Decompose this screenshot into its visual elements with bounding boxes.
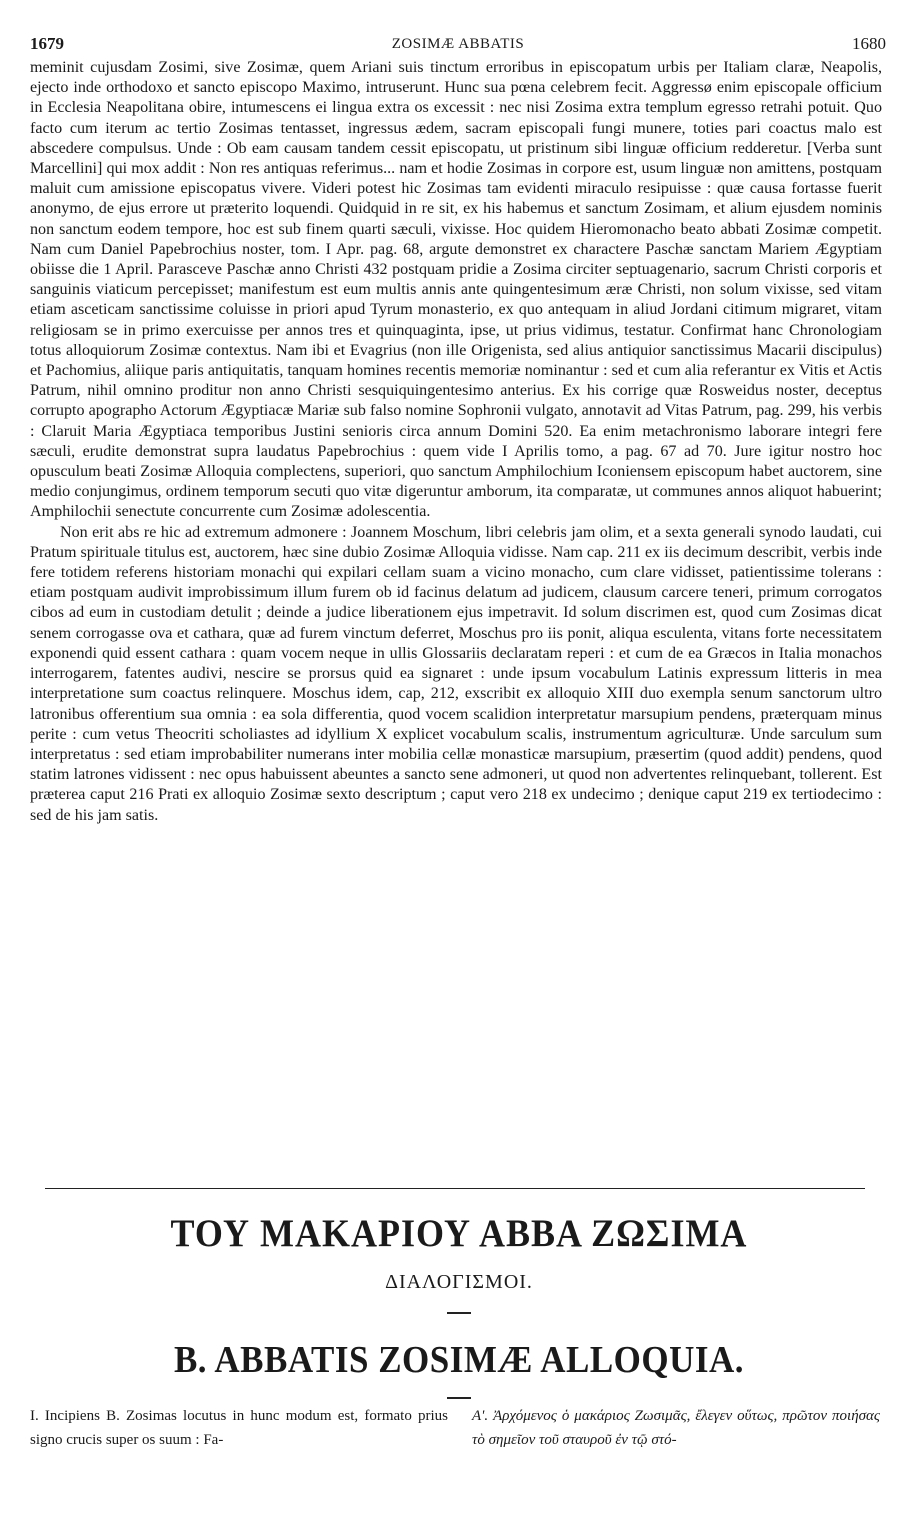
page-number-left: 1679: [30, 34, 64, 53]
paragraph-1: meminit cujusdam Zosimi, sive Zosimæ, quem Ariani suis tinctum erroribus in episcopatum urbis per Italiam claræ, Neapolis, ejecto inde orthodoxo et sancto episcopo Maximo, intruserunt. Hunc sua pœna celebrem fecit. Aggressø enim episcopale officium in Ecclesia Neapolitana obire, intumescens ei lingua extra os excessit : nec nisi Zosima extra templum egresso retrahi potuit. Quo facto cum iterum ac tertio Zosimas tentasset, ingressus ædem, sacram episcopali fungi munere, toties pari coactus malo est abscedere compulsus. Unde : Ob eam causam tandem cessit episcopatu, ut pristinum sibi linguæ officium redderetur. [Verba sunt Marcellini] qui mox addit : Non res antiquas referimus... nam et hodie Zosimas in corpore est, usum linguæ non amittens, postquam maluit cum amissione episcopatus vivere. Videri potest hic Zosimas tam evidenti miraculo resipuisse : quæ causa fortasse fuerit anonymo, de ejus errore ut præterito loquendi. Quidquid in re sit, ex his habemus et sanctum Zosimam, et alium ejusdem nominis non sanctum eodem tempore, hoc est sub finem quarti sæculi, vixisse. Hoc quidem Hieromonacho beato abbati Zosimæ competit. Nam cum Daniel Papebrochius noster, tom. I Apr. pag. 68, argute demonstret ex charactere Paschæ sanctam Mariem Ægyptiam obiisse die 1 April. Parasceve Paschæ anno Christi 432 postquam pridie a Zosima circiter septuagenario, sacrum Christi corporis et sanguinis viaticum percepisset; manifestum est eum multis annis ante quingentesimum æræ Christi, non solum vixisse, sed vitam etiam asceticam sanctissime coluisse in priori apud Tyrum monasterio, ex quo antequam in aliud Jordani citimum migraret, vitam religiosam se in primo exercuisse per annos tres et quinquaginta, ipse, ut prius vidimus, testatur. Confirmat hanc Chronologiam totus alloquiorum Zosimæ contextus. Nam ibi et Evagrius (non ille Origenista, sed alius antiquior sanctissimus Macarii discipulus) et Pachomius, aliique paris antiquitatis, tanquam homines recentis memoriæ nominantur : sed et cum alia referantur ex Vitis et Actis Patrum, nihil omnino proditur non anno Christi sesquiquingentesimo anterius. Ex his corrige quæ Rosweidus noster, deceptus corrupto apographo Actorum Ægyptiacæ Mariæ sub falso nomine Sophronii vulgato, annotavit ad Vitas Patrum, pag. 299, his verbis : Claruit Maria Ægyptiaca temporibus Justini senioris circa annum Domini 520. Ea enim metachronismo laborare integri fere sæculi, erudite demonstrat supra laudatus Papebrochius : quem vide I Aprilis tomo, a pag. 67 ad 70. Jure igitur nostro hoc opusculum beati Zosimæ Alloquia complectens, superiori, quo sanctum Amphilochium Iconiensem episcopum habet auctorem, sine medio conjungimus, ordinem temporum secuti quo vitæ digeruntur amborum, ita comparatæ, ut communes annos aliquot habuerint; Amphilochii senectute concurrente cum Zosimæ adolescentia.: [30, 59, 882, 521]
latin-title: B. ABBATIS ZOSIMÆ ALLOQUIA.: [173, 1338, 745, 1381]
paragraph-2: Non erit abs re hic ad extremum admonere : Joannem Moschum, libri celebris jam olim, et a sexta generali synodo laudati, cui Pratum spirituale titulus est, auctorem, hæc sine dubio Zosimæ Alloquia vidisse. Nam cap. 211 ex iis decimum describit, verbis inde fere totidem referens historiam monachi qui expilari cellam suam a vicino monacho, cum clare vidisset, patientissime tolerans : etiam postquam audivit improbissimum illum furem ob id facinus delatum ad judicem, clausum carcere teneri, primum corrogatos cibos ad eum in custodiam detulit ; deinde a judice liberationem ejus impetravit. Id solum discrimen est, quod cum Zosimas dicat senem corrogasse ova et cathara, quæ ad furem vinctum deferret, Moschus pro iis ponit, aliqua esculenta, vitans forte necessitatem exponendi quid essent cathara : quam vocem neque in ullis Glossariis declaratam reperi : et cum de ea Græcos in Italia monachos interrogarem, fatentes audivi, nescire se prorsus quid ea signaret : unde ipsum vocabulum Latinis expressum litteris in mea interpretatione sum coactus relinquere. Moschus idem, cap, 212, exscribit ex alloquio XIII duo exempla senum sanctorum ultro latronibus offerentium sua omnia : ea sola differentia, quod vocem scalidion interpretatur marsupium pendens, præterquam minus perite : cum vetus Theocriti scholiastes ad idyllium X explicet vocabulum scalis, instrumentum agriculturæ. Unde sarculum sum interpretatus : sed etiam improbabiliter numerans inter mobilia cellæ monasticæ marsupium, præsertim (quod addit) pendens, quod statim latrones vidissent : nec opus habuissent abeuntes a sancto sene admoneri, ut quod non advertentes relinquebant, tollerent. Est præterea caput 216 Prati ex alloquio Zosimæ sexto descriptum ; caput vero 218 ex undecimo ; denique caput 219 ex tertiodecimo : sed de his jam satis.: [30, 523, 882, 824]
running-title: ZOSIMÆ ABBATIS: [391, 36, 525, 52]
latin-column: I. Incipiens B. Zosimas locutus in hunc modum est, formato prius signo crucis super os suum : Fa-: [30, 1408, 448, 1448]
greek-title: ΤΟΥ ΜΑΚΑΡΙΟΥ ΑΒΒΑ ΖΩΣΙΜΑ: [170, 1211, 748, 1255]
title-dash: [447, 1397, 471, 1399]
page-number-right: 1680: [852, 34, 886, 53]
section-divider: [45, 1188, 865, 1189]
greek-column: Α'. Ἀρχόμενος ὁ μακάριος Ζωσιμᾶς, ἔλεγεν οὕτως, πρῶτον ποιήσας τὸ σημεῖον τοῦ σταυροῦ ἐν τῷ στό-: [472, 1408, 880, 1448]
body-text: [30, 58, 882, 826]
running-header: [30, 34, 886, 56]
title-dash: [447, 1312, 471, 1314]
greek-subtitle: ΔΙΑΛΟΓΙΣΜΟΙ.: [385, 1271, 533, 1293]
